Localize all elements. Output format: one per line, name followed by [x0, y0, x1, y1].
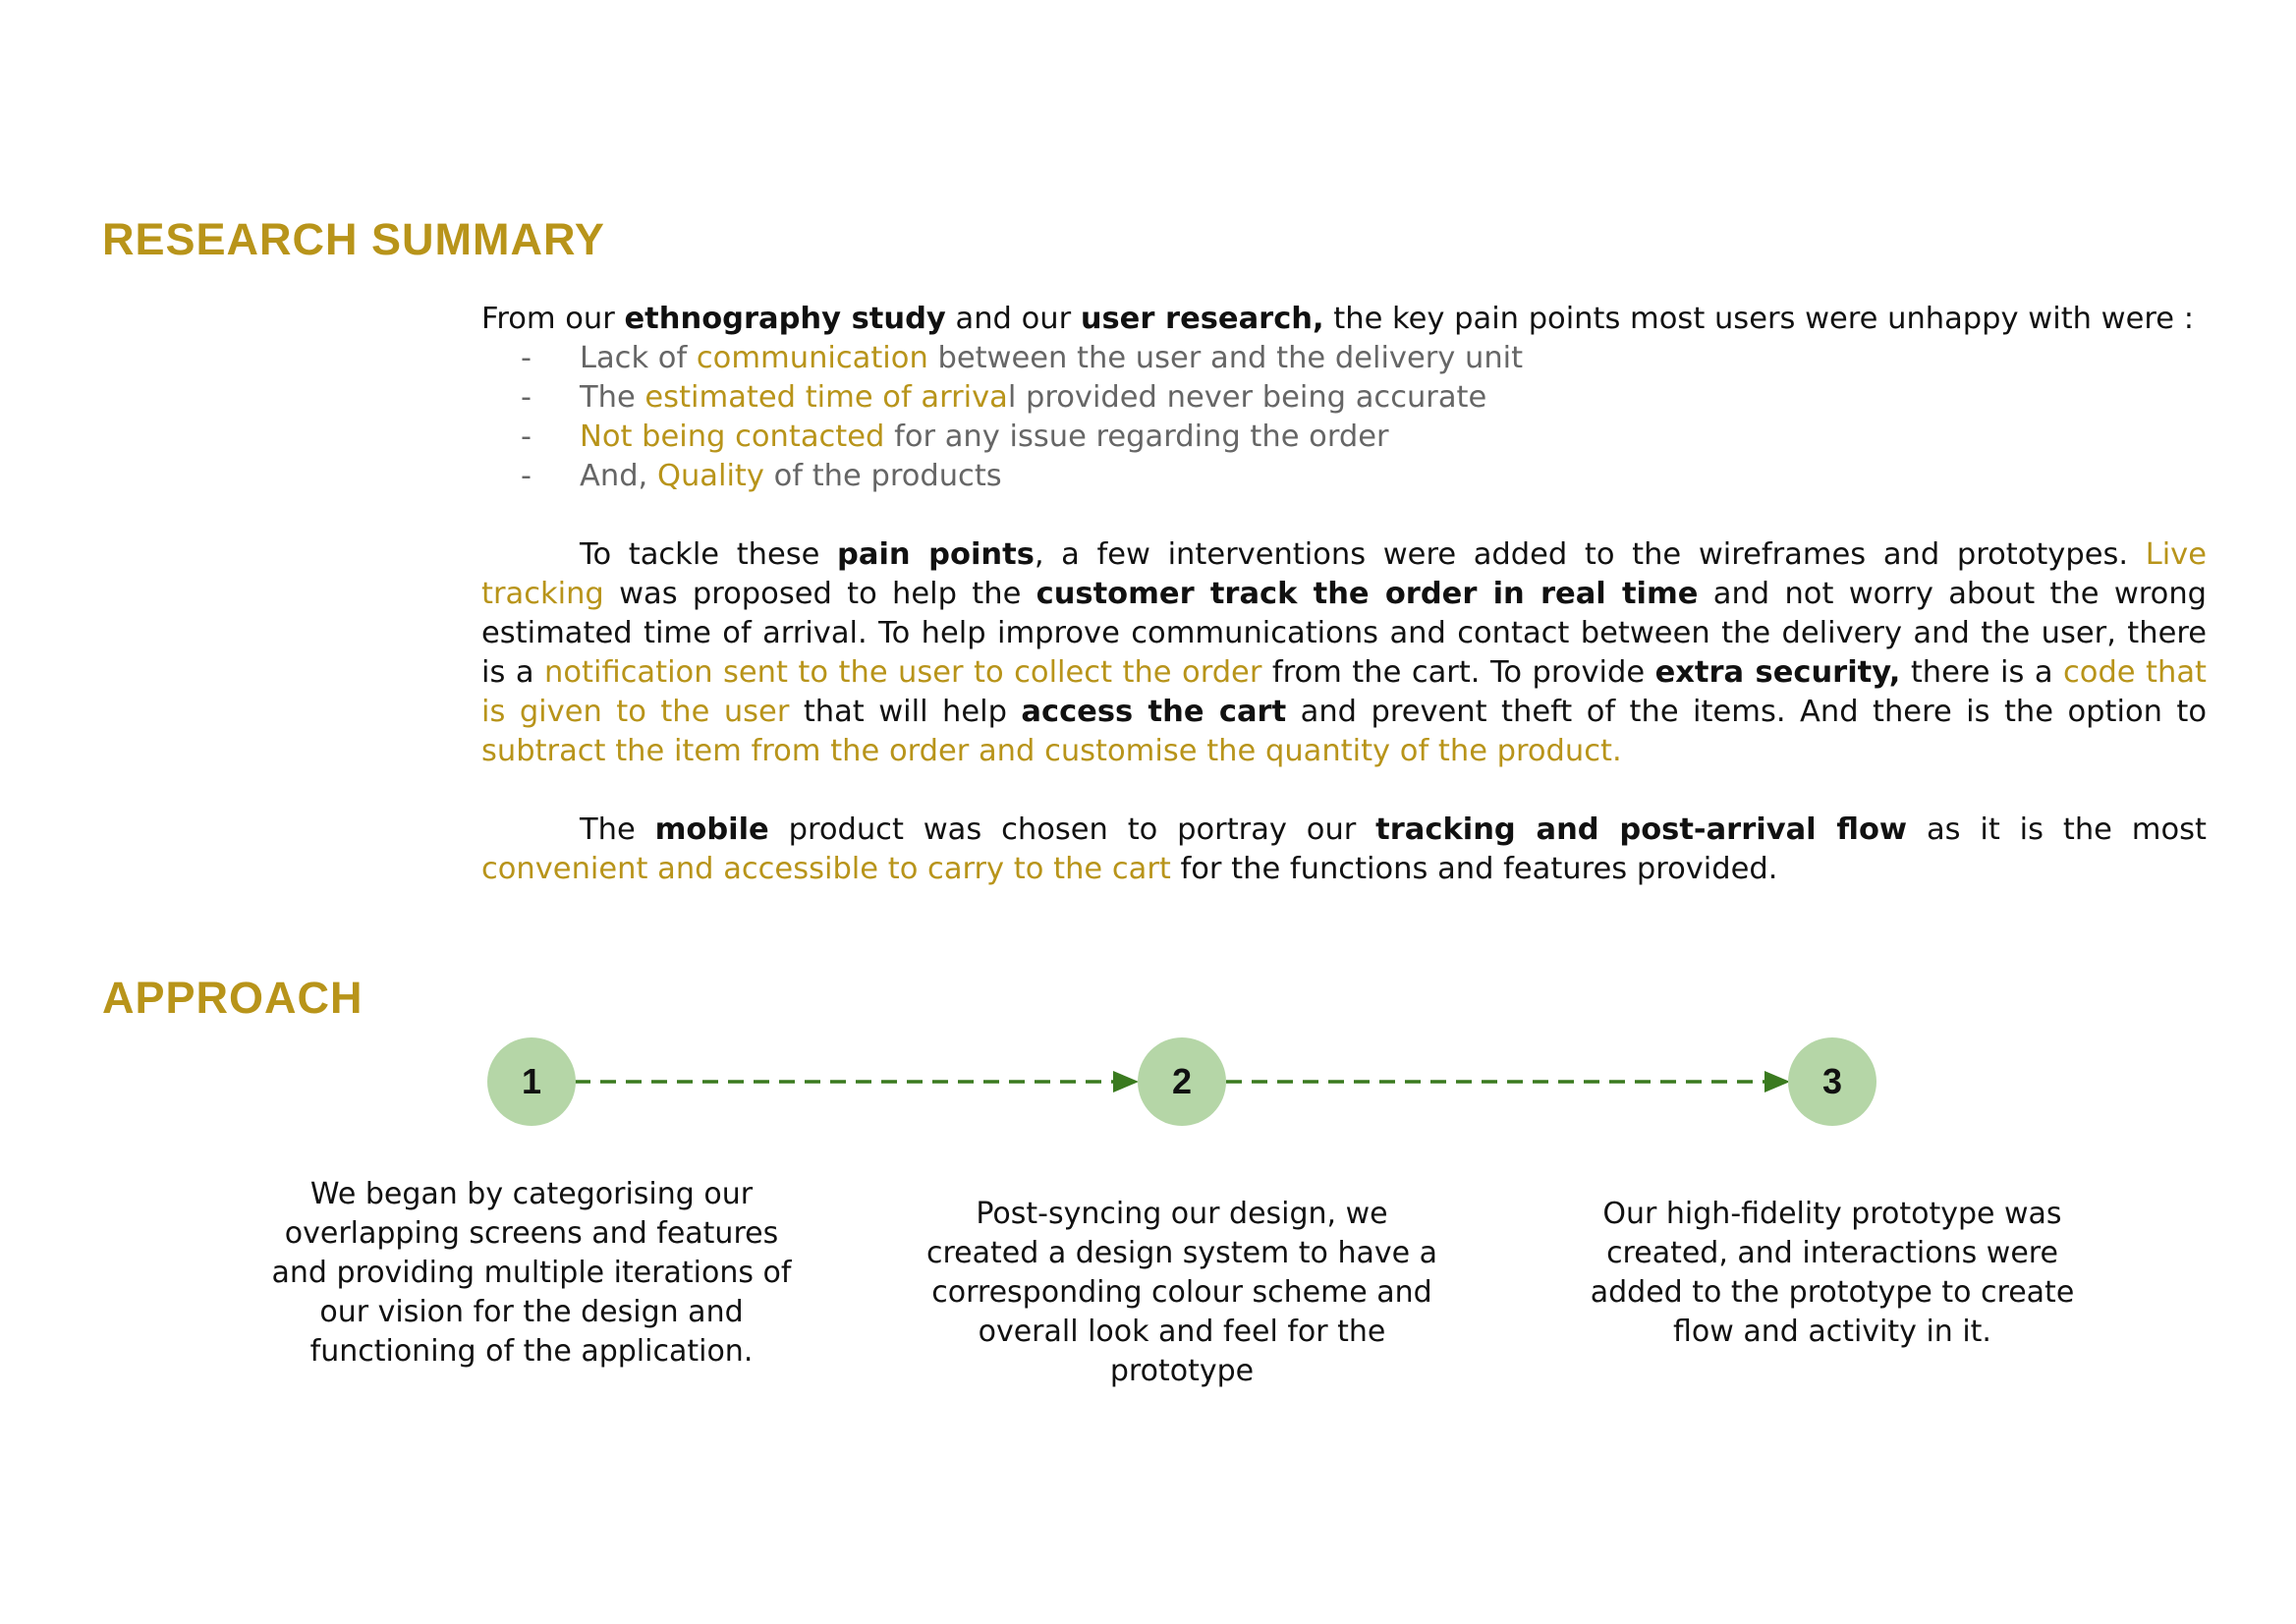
- para-text: that will help: [789, 695, 1022, 729]
- step-number-2: 2: [1171, 1061, 1193, 1101]
- para-bold: access the cart: [1021, 695, 1287, 729]
- para-bold: tracking and post-arrival flow: [1375, 812, 1908, 847]
- approach-title: APPROACH: [102, 973, 364, 1023]
- para-highlight: convenient and accessible to carry to the cart: [481, 852, 1171, 886]
- step-number-1: 1: [521, 1061, 542, 1101]
- pain-point-text: l provided never being accurate: [1007, 380, 1487, 415]
- para-text: product was chosen to portray our: [768, 812, 1376, 847]
- pain-point-text: And,: [580, 459, 657, 493]
- para-text: The: [580, 812, 655, 847]
- para-highlight: code that is given to the user: [481, 655, 2207, 729]
- pain-point-highlight: Quality: [656, 459, 764, 493]
- para-text: for the functions and features provided.: [1170, 852, 1778, 886]
- para-text: and not worry about the wrong estimated time of arrival. To help improve communications and contact between the delivery and the user, there is a: [481, 577, 2208, 690]
- bullet-dash: -: [521, 420, 532, 454]
- para-text: To tackle these: [580, 537, 838, 572]
- para-text: was proposed to help the: [603, 577, 1036, 611]
- bullet-dash: -: [521, 341, 532, 375]
- arrowhead-icon: [1113, 1071, 1139, 1092]
- intro-bold-user-research: user research,: [1080, 302, 1324, 336]
- para-text: , a few interventions were added to the wireframes and prototypes.: [1034, 537, 2146, 572]
- arrowhead-icon: [1764, 1071, 1790, 1092]
- pain-point-highlight: communication: [696, 341, 928, 375]
- research-summary-title: RESEARCH SUMMARY: [102, 214, 605, 264]
- step-description-2: Post-syncing our design, we created a design system to have a corresponding colour scheme and overall look and feel for the prototype: [926, 1197, 1437, 1388]
- para-highlight: notification sent to the user to collect the order: [544, 655, 1262, 690]
- step-number-3: 3: [1821, 1061, 1843, 1101]
- para-highlight: subtract the item from the order and customise the quantity of the product.: [481, 734, 1622, 768]
- para-highlight: Live tracking: [481, 537, 2207, 611]
- pain-point-text: for any issue regarding the order: [884, 420, 1389, 454]
- pain-point-text: Lack of: [580, 341, 697, 375]
- para-text: and prevent theft of the items. And there is the option to: [1286, 695, 2208, 729]
- intro-text: the key pain points most users were unhappy with were :: [1323, 302, 2194, 336]
- para-text: as it is the most: [1907, 812, 2207, 847]
- pain-point-highlight: estimated time of arriva: [644, 380, 1008, 415]
- para-bold: mobile: [654, 812, 769, 847]
- pain-point-text: of the products: [763, 459, 1002, 493]
- pain-point-text: between the user and the delivery unit: [927, 341, 1524, 375]
- para-text: from the cart. To provide: [1261, 655, 1655, 690]
- intro-text: From our: [481, 302, 625, 336]
- bullet-dash: -: [521, 459, 532, 493]
- para-text: there is a: [1900, 655, 2064, 690]
- step-description-1: We began by categorising our overlapping screens and features and providing multiple iterations of our vision for the design and functioning of the application.: [271, 1177, 792, 1369]
- pain-point-highlight: Not being contacted: [580, 420, 885, 454]
- pain-point-text: The: [580, 380, 645, 415]
- bullet-dash: -: [521, 380, 532, 415]
- para-bold: pain points: [837, 537, 1035, 572]
- para-bold: customer track the order in real time: [1036, 577, 1699, 611]
- para-bold: extra security,: [1654, 655, 1901, 690]
- step-description-3: Our high-fidelity prototype was created, and interactions were added to the prototype to create flow and activity in it.: [1590, 1197, 2075, 1349]
- intro-bold-ethnography: ethnography study: [624, 302, 946, 336]
- intro-text: and our: [945, 302, 1081, 336]
